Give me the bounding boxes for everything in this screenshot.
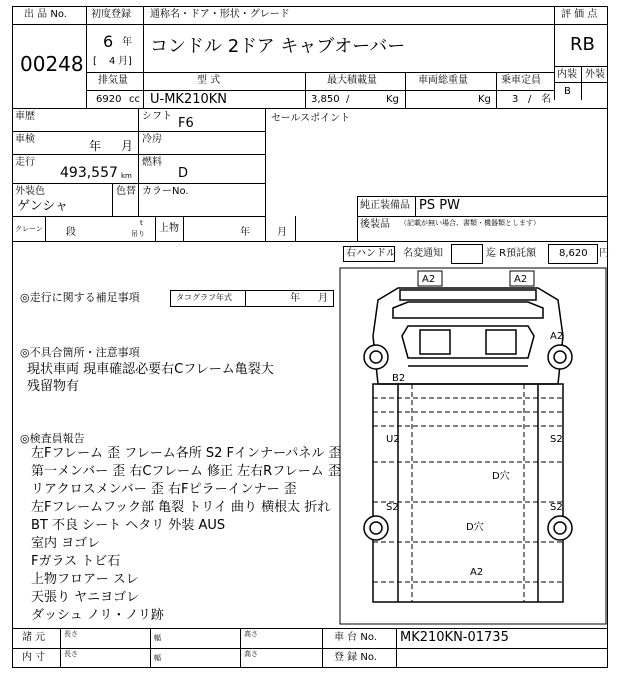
- tacho-year: 年: [290, 293, 300, 304]
- color-value: ゲンシャ: [17, 199, 69, 214]
- capacity-value: 3: [512, 94, 519, 105]
- recycle-unit: 円: [599, 248, 609, 259]
- model-label: 型 式: [197, 75, 221, 86]
- rhd-label: 右ハンドル: [346, 248, 396, 259]
- reg-year-unit: 年: [122, 37, 132, 48]
- width-label: 幅: [154, 654, 161, 662]
- dims-label: 諸 元: [22, 632, 46, 643]
- aftermarket-label: 後装品: [360, 219, 390, 230]
- interior-label: 内装: [557, 69, 577, 80]
- displacement-label: 排気量: [98, 75, 128, 86]
- upper-label: 上物: [159, 223, 179, 234]
- shift-label: シフト: [142, 111, 172, 122]
- displacement-unit: cc: [129, 94, 140, 105]
- inspector-line: 左Fフレーム 歪 フレーム各所 S2 Fインナーパネル 歪: [31, 446, 342, 461]
- lot-no-label: 出 品 No.: [24, 9, 67, 20]
- crane-ton: t: [140, 219, 143, 227]
- length-label: 長さ: [64, 630, 78, 638]
- model: U-MK210KN: [150, 92, 228, 107]
- inspector-line: 室内 ヨゴレ: [31, 536, 101, 551]
- inspector-label: ◎検査員報告: [20, 432, 85, 445]
- inspector-line: Fガラス トビ石: [31, 554, 121, 569]
- inner-dims-label: 内 寸: [22, 652, 46, 663]
- width-label: 幅: [154, 634, 161, 642]
- exterior-label: 外装: [585, 69, 605, 80]
- damage-mark: B2: [392, 373, 406, 384]
- recycle-label: 迄 R預託額: [486, 248, 537, 259]
- chassis-no: MK210KN-01735: [400, 630, 509, 645]
- inspector-line: 上物フロアー スレ: [31, 572, 139, 587]
- genuine-equipment: PS PW: [419, 198, 460, 213]
- upper-year: 年: [240, 227, 250, 238]
- ac-label: 冷房: [142, 134, 162, 145]
- grade-label: 評 価 点: [561, 9, 598, 20]
- height-label: 高さ: [244, 630, 258, 638]
- inspector-line: BT 不良 シート ヘタリ 外装 AUS: [31, 518, 226, 533]
- crane-lift: 吊り: [131, 230, 145, 238]
- grade-value: RB: [570, 34, 595, 55]
- crane-stage: 段: [66, 227, 76, 238]
- fuel-value: D: [178, 166, 189, 181]
- damage-mark: A2: [514, 274, 528, 285]
- damage-mark: U2: [386, 434, 400, 445]
- damage-mark: A2: [550, 331, 564, 342]
- damage-mark: A2: [470, 567, 484, 578]
- inspector-line: リアクロスメンバー 歪 右Fピラーインナー 歪: [31, 482, 297, 497]
- first-reg-label: 初度登録: [91, 9, 131, 20]
- lot-no: 00248: [20, 52, 84, 76]
- reg-month: 4: [109, 56, 116, 67]
- damage-mark: S2: [550, 434, 563, 445]
- inspection-label: 車検: [15, 134, 35, 145]
- capacity-slash: /: [528, 94, 532, 105]
- length-label: 長さ: [64, 650, 78, 658]
- name-change-label: 名変通知: [403, 248, 443, 259]
- car-name: コンドル 2ドア キャブオーバー: [150, 36, 406, 57]
- color-change-label: 色替: [116, 186, 136, 197]
- damage-mark: S2: [550, 502, 563, 513]
- inspection-month: 月: [121, 139, 134, 153]
- mileage-value: 493,557: [60, 165, 118, 181]
- defects-label: ◎不具合箇所・注意事項: [20, 346, 140, 359]
- mileage-unit: km: [121, 172, 132, 180]
- damage-mark: D穴: [492, 471, 510, 482]
- supplement-label: ◎走行に関する補足事項: [20, 291, 140, 304]
- history-label: 車歴: [15, 111, 35, 122]
- displacement: 6920: [96, 94, 122, 105]
- sales-point-label: セールスポイント: [271, 113, 351, 124]
- max-load-unit: Kg: [386, 94, 399, 105]
- max-load: 3,850: [311, 94, 340, 105]
- gross-weight-label: 車両総重量: [418, 75, 468, 86]
- upper-month: 月: [277, 227, 287, 238]
- inspector-line: 左Fフレームフック部 亀裂 トリイ 曲り 横根太 折れ: [31, 500, 331, 515]
- shift-value: F6: [178, 116, 194, 131]
- max-load-slash: /: [346, 94, 350, 105]
- tacho-month: 月: [318, 293, 328, 304]
- mileage-label: 走行: [15, 157, 35, 168]
- reg-month-open: [: [93, 56, 97, 67]
- crane-label: クレーン: [15, 225, 43, 233]
- damage-mark: D穴: [466, 522, 484, 533]
- name-label: 通称名・ドア・形状・グレード: [150, 9, 290, 20]
- aftermarket-note: （記載が無い場合、書類・機器類とします）: [400, 219, 540, 227]
- chassis-label: 車 台 No.: [334, 632, 377, 643]
- fuel-label: 燃料: [142, 157, 162, 168]
- inspector-line: 天張り ヤニヨゴレ: [31, 590, 140, 605]
- reg-year: 6: [103, 32, 114, 51]
- interior-grade: B: [564, 86, 571, 97]
- defect-line: 残留物有: [27, 379, 80, 394]
- defect-line: 現状車両 現車確認必要右Cフレーム亀裂大: [27, 362, 274, 377]
- inspector-line: ダッシュ ノリ・ノリ跡: [31, 608, 164, 623]
- genuine-equipment-label: 純正装備品: [360, 200, 410, 211]
- inspector-line: 第一メンバー 歪 右Cフレーム 修正 左右Rフレーム 歪: [31, 464, 341, 479]
- color-code-label: カラーNo.: [142, 186, 189, 197]
- recycle-fee: 8,620: [559, 248, 588, 259]
- damage-mark: A2: [422, 274, 436, 285]
- height-label: 高さ: [244, 650, 258, 658]
- inspection-year: 年: [89, 139, 102, 153]
- capacity-unit: 名: [541, 94, 551, 105]
- truck-damage-diagram: [338, 266, 608, 626]
- gross-weight-unit: Kg: [478, 94, 491, 105]
- damage-mark: S2: [386, 502, 399, 513]
- reg-month-unit: 月]: [118, 56, 132, 67]
- reg-no-label: 登 録 No.: [334, 652, 377, 663]
- tacho-label: タコグラフ年式: [176, 293, 232, 302]
- capacity-label: 乗車定員: [501, 75, 541, 86]
- color-label: 外装色: [15, 186, 45, 197]
- max-load-label: 最大積載量: [327, 75, 377, 86]
- name-change-box: [451, 244, 483, 264]
